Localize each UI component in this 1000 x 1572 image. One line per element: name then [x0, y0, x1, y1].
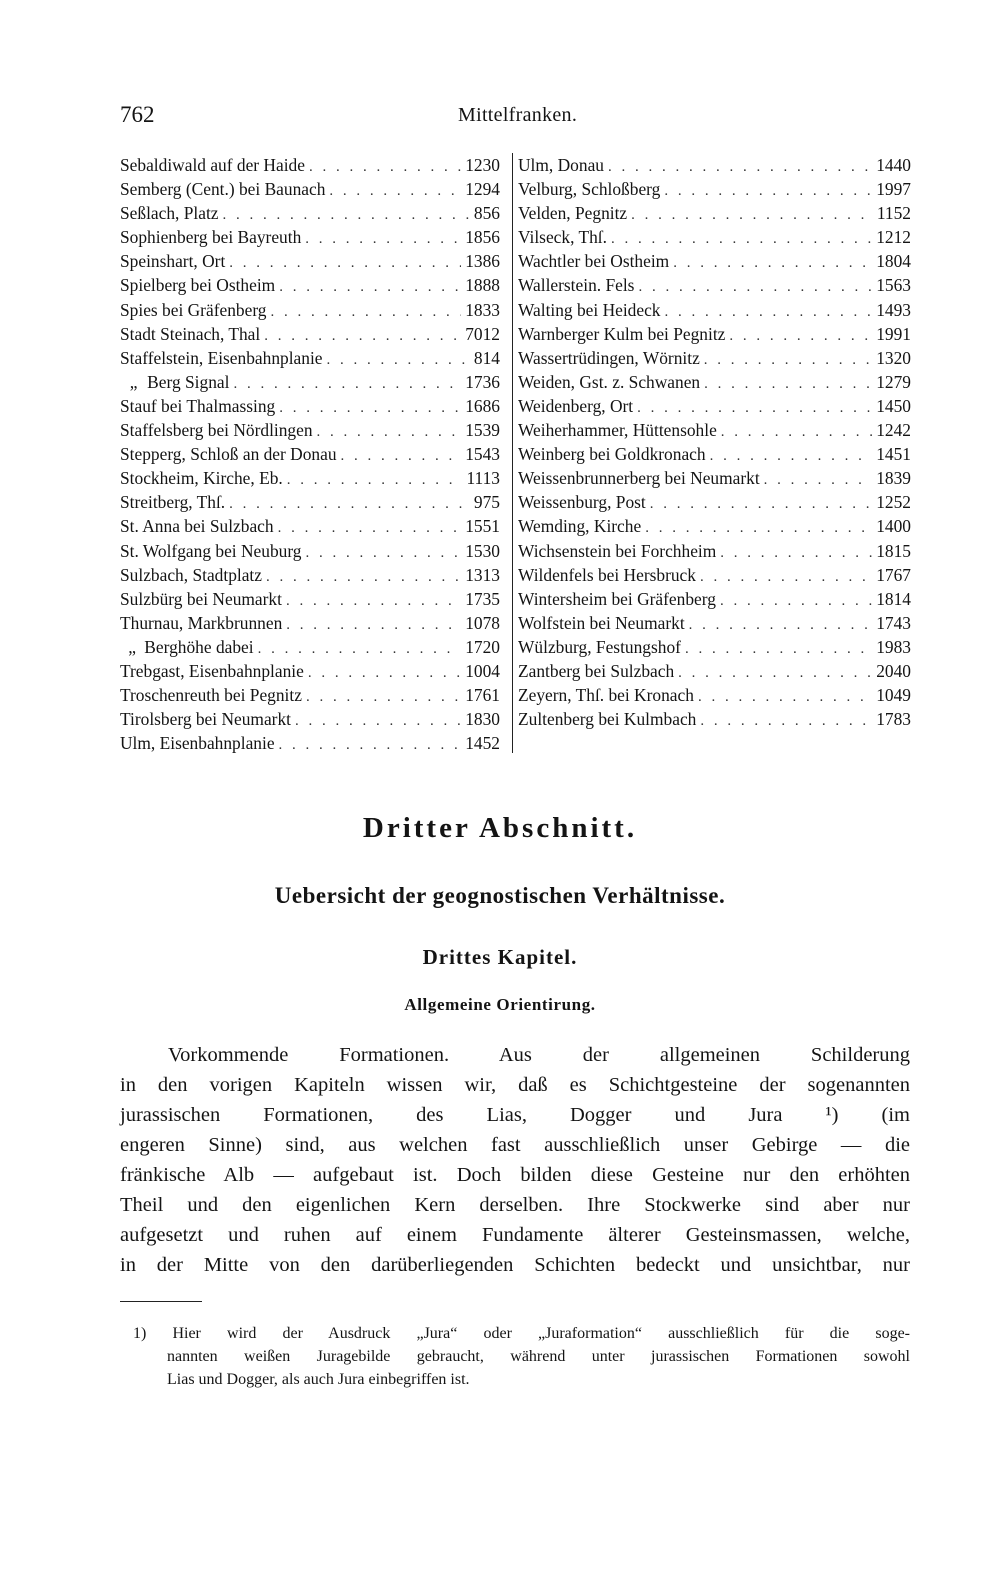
elevation-value: 1686 [465, 395, 500, 416]
elevation-value: 1049 [876, 685, 911, 706]
place-name: Troschenreuth bei Pegnitz [120, 685, 302, 706]
list-item [513, 225, 911, 249]
place-name: Trebgast, Eisenbahnplanie [120, 660, 304, 681]
place-name: Sulzbach, Stadtplatz [120, 564, 262, 585]
elevation-value: 975 [473, 492, 500, 513]
elevation-value: 1113 [466, 468, 500, 489]
place-name: Velburg, Schloßberg [518, 179, 661, 200]
list-item [120, 201, 506, 225]
list-item [120, 659, 506, 683]
list-item [120, 153, 506, 177]
place-name: Sophienberg bei Bayreuth [120, 227, 302, 248]
list-item [120, 466, 506, 490]
dot-leader [286, 589, 461, 613]
elevation-value: 1815 [876, 540, 911, 561]
dot-leader [271, 300, 462, 324]
place-name: Velden, Pegnitz [518, 203, 628, 224]
elevation-value: 1997 [876, 179, 911, 200]
elevation-value: 1242 [876, 420, 911, 441]
dot-leader [229, 251, 461, 275]
elevation-value: 1804 [876, 251, 911, 272]
elevation-value: 1530 [465, 540, 500, 561]
place-name: Weidenberg, Ort [518, 395, 634, 416]
elevation-value: 1230 [465, 155, 500, 175]
place-name: Tirolsberg bei Neumarkt [120, 709, 291, 730]
dot-leader [341, 444, 462, 468]
elevation-list-left [120, 153, 506, 755]
elevation-value: 1212 [876, 227, 911, 248]
ditto-mark: „ [129, 371, 138, 392]
elevation-value: 1452 [465, 733, 500, 754]
list-item [120, 418, 506, 442]
dot-leader [721, 420, 872, 444]
list-item [513, 346, 911, 370]
place-name: Ulm, Eisenbahnplanie [120, 733, 275, 754]
elevation-value: 1991 [876, 323, 911, 344]
elevation-value: 1294 [465, 179, 500, 200]
list-item [120, 249, 506, 273]
place-name: Zeyern, Thſ. bei Kronach [518, 685, 694, 706]
place-name: Sebaldiwald auf der Haide [120, 155, 305, 175]
footnote-line: 1) Hier wird der Ausdruck „Jura“ oder „Juraformation“ ausschließlich für die soge- [133, 1325, 910, 1342]
list-item [120, 370, 506, 394]
list-item [120, 225, 506, 249]
dot-leader [329, 179, 461, 203]
body-line: Vorkommende Formationen. Aus der allgemeinen Schilderung [168, 1044, 910, 1066]
place-name: Weissenburg, Post [518, 492, 646, 513]
elevation-value: 1983 [876, 636, 911, 657]
list-item [120, 298, 506, 322]
list-item [513, 201, 911, 225]
place-name: Stepperg, Schloß an der Donau [120, 444, 337, 465]
dot-leader [327, 348, 470, 372]
footnote-line: nannten weißen Juragebilde gebraucht, während unter jurassischen Formationen sowohl [167, 1348, 910, 1365]
list-item [120, 490, 506, 514]
body-line: in den vorigen Kapiteln wissen wir, daß es Schichtgesteine der sogenannten [120, 1074, 910, 1096]
place-name: Vilseck, Thſ. [518, 227, 607, 248]
place-name: Wachtler bei Ostheim [518, 251, 670, 272]
dot-leader [720, 589, 872, 613]
dot-leader [279, 396, 461, 420]
section-title: Dritter Abschnitt. [362, 812, 638, 844]
body-line: Theil und den eigenlichen Kern derselben. Ihre Stockwerke sind aber nur [120, 1194, 910, 1216]
place-name: Speinshart, Ort [120, 251, 226, 272]
list-item [513, 683, 911, 707]
place-name: Staffelsberg bei Nördlingen [120, 420, 313, 441]
dot-leader [306, 685, 461, 709]
place-name: Wassertrüdingen, Wörnitz [518, 347, 700, 368]
place-name: Weissenbrunnerberg bei Neumarkt [518, 468, 760, 489]
elevation-value: 1543 [465, 444, 500, 465]
dot-leader [279, 733, 462, 757]
elevation-value: 1888 [465, 275, 500, 296]
list-item [120, 563, 506, 587]
elevation-value: 1004 [465, 660, 500, 681]
elevation-value: 1736 [465, 371, 500, 392]
place-name: Stadt Steinach, Thal [120, 323, 261, 344]
elevation-value: 1563 [876, 275, 911, 296]
list-item [513, 587, 911, 611]
list-item [120, 177, 506, 201]
place-name: Wallerstein. Fels [518, 275, 635, 296]
list-item [513, 539, 911, 563]
elevation-value: 1313 [465, 564, 500, 585]
elevation-value: 1386 [465, 251, 500, 272]
section-subtitle: Uebersicht der geognostischen Verhältnisse. [274, 883, 726, 908]
place-name: Wemding, Kirche [518, 516, 642, 537]
footnote-line: Lias und Dogger, als auch Jura einbegriffen ist. [167, 1371, 470, 1388]
list-item [513, 466, 911, 490]
list-item [120, 635, 506, 659]
elevation-value: 1839 [876, 468, 911, 489]
place-name: Stauf bei Thalmassing [120, 395, 276, 416]
elevation-value: 1493 [876, 299, 911, 320]
elevation-value: 1252 [876, 492, 911, 513]
list-item [120, 394, 506, 418]
footnote-rule [120, 1301, 202, 1302]
list-item [513, 635, 911, 659]
elevation-value: 1743 [876, 612, 911, 633]
place-name: Wintersheim bei Gräfenberg [518, 588, 716, 609]
elevation-value: 856 [473, 203, 500, 224]
list-item [513, 707, 911, 731]
elevation-value: 1833 [465, 299, 500, 320]
list-item [120, 346, 506, 370]
place-name: Seßlach, Platz [120, 203, 219, 224]
dot-leader [638, 275, 872, 299]
elevation-value: 1735 [465, 588, 500, 609]
dot-leader [258, 637, 462, 661]
dot-leader [720, 541, 872, 565]
place-name: Semberg (Cent.) bei Baunach [120, 179, 326, 200]
chapter-title: Drittes Kapitel. [422, 945, 578, 969]
place-name: Ulm, Donau [518, 155, 604, 175]
list-item [513, 394, 911, 418]
dot-leader [689, 613, 873, 637]
elevation-value: 1814 [876, 588, 911, 609]
list-item [513, 298, 911, 322]
elevation-value: 1767 [876, 564, 911, 585]
elevation-value: 7012 [465, 323, 500, 344]
dot-leader [317, 420, 462, 444]
dot-leader [650, 492, 872, 516]
place-name: Berghöhe dabei [144, 636, 254, 657]
elevation-value: 1320 [876, 347, 911, 368]
place-name: Wildenfels bei Hersbruck [518, 564, 696, 585]
footnote [133, 1322, 910, 1391]
dot-leader [729, 324, 872, 348]
place-name: Berg Signal [147, 371, 230, 392]
place-name: Stockheim, Kirche, Eb. [120, 468, 283, 489]
elevation-value: 1152 [876, 203, 911, 224]
dot-leader [264, 324, 461, 348]
body-line: in der Mitte von den darüberliegenden Schichten bedeckt und unsichtbar, nur [120, 1254, 910, 1276]
elevation-value: 1279 [876, 371, 911, 392]
elevation-value: 1450 [876, 395, 911, 416]
list-item [513, 370, 911, 394]
dot-leader [611, 227, 872, 251]
chapter-subtitle: Allgemeine Orientirung. [404, 995, 596, 1014]
list-item [513, 514, 911, 538]
dot-leader [305, 227, 461, 251]
elevation-list-right [512, 153, 911, 753]
page-number: 762 [120, 102, 155, 127]
place-name: St. Wolfgang bei Neuburg [120, 540, 302, 561]
place-name: Wichsenstein bei Forchheim [518, 540, 717, 561]
dot-leader [295, 709, 461, 733]
dot-leader [279, 275, 461, 299]
elevation-value: 1783 [876, 709, 911, 730]
dot-leader [287, 468, 463, 492]
list-item [120, 611, 506, 635]
dot-leader [685, 637, 872, 661]
dot-leader [698, 685, 872, 709]
place-name: Walting bei Heideck [518, 299, 661, 320]
body-line: jurassischen Formationen, des Lias, Dogger und Jura ¹) (im [120, 1104, 910, 1126]
place-name: Sulzbürg bei Neumarkt [120, 588, 282, 609]
list-item [513, 249, 911, 273]
place-name: Warnberger Kulm bei Pegnitz [518, 323, 726, 344]
list-item [120, 539, 506, 563]
elevation-value: 1856 [465, 227, 500, 248]
body-line: fränkische Alb — aufgebaut ist. Doch bilden diese Gesteine nur den erhöhten [120, 1164, 910, 1186]
dot-leader [700, 709, 872, 733]
place-name: Wolfstein bei Neumarkt [518, 612, 685, 633]
dot-leader [286, 613, 461, 637]
place-name: Streitberg, Thſ. [120, 492, 226, 513]
list-item [513, 563, 911, 587]
body-line: engeren Sinne) sind, aus welchen fast ausschließlich unser Gebirge — die [120, 1134, 910, 1156]
list-item [513, 177, 911, 201]
place-name: Staffelstein, Eisenbahnplanie [120, 347, 323, 368]
list-item [120, 273, 506, 297]
body-paragraph [120, 1040, 910, 1280]
list-item [513, 273, 911, 297]
dot-leader [704, 372, 872, 396]
dot-leader [637, 396, 872, 420]
dot-leader [665, 300, 873, 324]
list-item [513, 659, 911, 683]
dot-leader [266, 565, 461, 589]
place-name: Spies bei Gräfenberg [120, 299, 267, 320]
dot-leader [664, 179, 872, 203]
elevation-value: 814 [473, 347, 500, 368]
list-item [120, 731, 506, 755]
list-item [120, 514, 506, 538]
elevation-value: 1539 [465, 420, 500, 441]
dot-leader [704, 348, 872, 372]
dot-leader [223, 203, 470, 227]
elevation-value: 1830 [465, 709, 500, 730]
dot-leader [608, 155, 872, 179]
dot-leader [678, 661, 872, 685]
list-item [513, 153, 911, 177]
list-item [513, 322, 911, 346]
list-item [513, 442, 911, 466]
place-name: Spielberg bei Ostheim [120, 275, 276, 296]
dot-leader [631, 203, 873, 227]
list-item [513, 490, 911, 514]
ditto-mark: „ [128, 636, 137, 657]
place-name: Wülzburg, Festungshof [518, 636, 681, 657]
place-name: Weiherhammer, Hüttensohle [518, 420, 717, 441]
list-item [120, 442, 506, 466]
dot-leader [308, 661, 461, 685]
elevation-value: 1440 [876, 155, 911, 175]
list-item [120, 707, 506, 731]
elevation-value: 1451 [876, 444, 911, 465]
dot-leader [645, 516, 872, 540]
elevation-value: 1400 [876, 516, 911, 537]
place-name: St. Anna bei Sulzbach [120, 516, 274, 537]
place-name: Weiden, Gst. z. Schwanen [518, 371, 701, 392]
body-line: aufgesetzt und ruhen auf einem Fundamente älterer Gesteinsmassen, welche, [120, 1224, 910, 1246]
dot-leader [700, 565, 872, 589]
running-title: Mittelfranken. [458, 104, 578, 126]
dot-leader [673, 251, 872, 275]
dot-leader [233, 372, 461, 396]
place-name: Zultenberg bei Kulmbach [518, 709, 697, 730]
elevation-value: 1720 [465, 636, 500, 657]
list-item [120, 587, 506, 611]
dot-leader [710, 444, 873, 468]
list-item [513, 418, 911, 442]
elevation-value: 2040 [876, 660, 911, 681]
list-item [513, 611, 911, 635]
place-name: Weinberg bei Goldkronach [518, 444, 706, 465]
list-item [120, 322, 506, 346]
dot-leader [306, 541, 462, 565]
dot-leader [229, 492, 470, 516]
running-head [120, 102, 910, 132]
place-name: Zantberg bei Sulzbach [518, 660, 675, 681]
list-item [120, 683, 506, 707]
elevation-value: 1551 [465, 516, 500, 537]
elevation-value: 1761 [465, 685, 500, 706]
dot-leader [278, 516, 462, 540]
dot-leader [764, 468, 873, 492]
dot-leader [309, 155, 461, 179]
place-name: Thurnau, Markbrunnen [120, 612, 283, 633]
elevation-value: 1078 [465, 612, 500, 633]
